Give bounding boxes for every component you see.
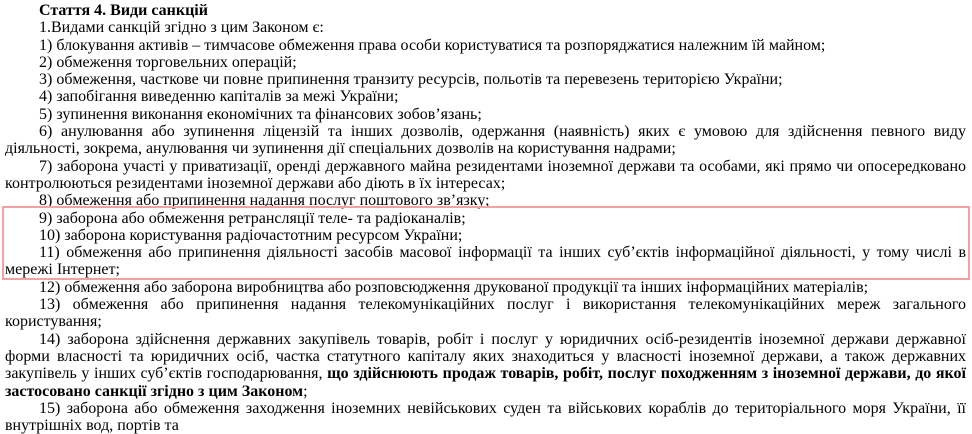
law-item-13: 13) обмеження або припинення надання телекомунікаційних послуг і використання телекомунікаційних мереж загального користування; [5,296,966,331]
law-item-6: 6) анулювання або зупинення ліцензій та інших дозволів, одержання (наявність) яких є умовою для здійснення певного виду діяльності, зокрема, анулювання чи зупинення дії спеціальних дозволів на користування надрами; [5,123,966,158]
law-item-14-normal: 14) заборона здійснення державних закупівель товарів, робіт і послуг у юридичних осіб-резидентів іноземної держави державної форми власності та юридичних осіб, частка статутного капіталу яких знаходиться у власності іноземної держави, а також державних закупівель у інших суб’єктів господарювання, [5,330,966,383]
law-item-14-suffix: ; [303,382,308,400]
red-highlight-box [5,210,966,279]
law-item-4: 4) запобігання виведенню капіталів за межі України; [39,88,399,106]
law-item-14-bold: що здійснюють продаж товарів, робіт, послуг походженням з іноземної держави, до якої застосовано санкції згідно з цим Законом [5,365,967,400]
law-item-14 [5,331,966,400]
law-item-9: 9) заборона або обмеження ретрансляції теле- та радіоканалів; [39,209,466,227]
law-item-5: 5) зупинення виконання економічних та фінансових зобов’язань; [39,105,482,123]
law-item-12: 12) обмеження або заборона виробництва або розповсюдження друкованої продукції та інших інформаційних матеріалів; [39,278,869,296]
law-item-11: 11) обмеження або припинення діяльності засобів масової інформації та інших суб’єктів інформаційної діяльності, у тому числі в мережі Інтернет; [5,244,966,279]
law-item-15-partial: 15) заборона або обмеження заходження іноземних невійськових суден та військових кораблів до територіального моря України, її внутрішніх вод, портів та [5,399,966,434]
article-intro: 1.Видами санкцій згідно з цим Законом є: [39,19,324,37]
law-item-10: 10) заборона користування радіочастотним ресурсом України; [39,226,463,244]
law-item-3: 3) обмеження, часткове чи повне припинення транзиту ресурсів, польотів та перевезень територією України; [39,71,783,89]
law-item-1: 1) блокування активів – тимчасове обмеження права особи користуватися та розпоряджатися належним їй майном; [39,36,826,54]
article-title: Стаття 4. Види санкцій [39,2,208,19]
law-item-2: 2) обмеження торговельних операцій; [39,53,297,71]
law-item-7: 7) заборона участі у приватизації, оренді державного майна резидентами іноземної держави та особами, які прямо чи опосередковано контролюються резидентами іноземної держави або діють в їх інтересах; [5,157,966,192]
law-item-8: 8) обмеження або припинення надання послуг поштового зв’язку; [39,192,490,210]
